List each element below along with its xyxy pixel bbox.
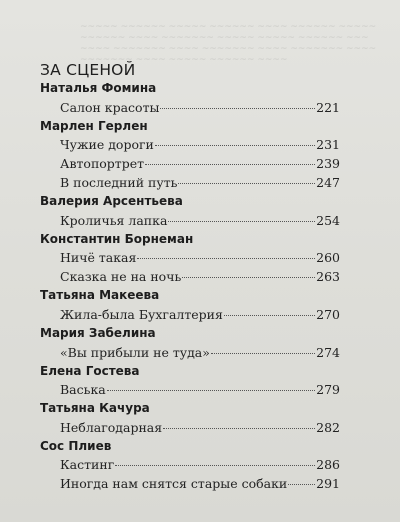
author-name: Константин Борнеман bbox=[40, 231, 194, 246]
entry-title: Кроличья лапка bbox=[60, 212, 168, 228]
dot-leader bbox=[288, 484, 315, 485]
entry-title: Кастинг bbox=[60, 457, 115, 473]
entry-title: Автопортрет bbox=[60, 156, 145, 172]
page-number: 239 bbox=[316, 156, 340, 172]
toc-entry[interactable] bbox=[40, 455, 340, 474]
toc-entry[interactable] bbox=[40, 135, 340, 154]
toc-entry[interactable] bbox=[40, 267, 340, 286]
table-of-contents bbox=[40, 79, 340, 493]
author-name: Татьяна Качура bbox=[40, 401, 150, 416]
dot-leader bbox=[211, 353, 315, 354]
page-number: 270 bbox=[316, 306, 340, 322]
page-number: 254 bbox=[316, 212, 340, 228]
dot-leader bbox=[182, 277, 315, 278]
dot-leader bbox=[115, 465, 315, 466]
section-title: ЗА СЦЕНОЙ bbox=[40, 61, 136, 79]
dot-leader bbox=[163, 428, 315, 429]
author-name: Татьяна Макеева bbox=[40, 288, 160, 303]
dot-leader bbox=[145, 164, 315, 165]
dot-leader bbox=[168, 221, 315, 222]
page-number: 231 bbox=[316, 137, 340, 153]
author-name: Марлен Герлен bbox=[40, 118, 148, 133]
dot-leader bbox=[178, 183, 315, 184]
author-name: Мария Забелина bbox=[40, 325, 156, 340]
toc-entry[interactable] bbox=[40, 343, 340, 362]
toc-entry[interactable] bbox=[40, 418, 340, 437]
entry-title: Неблагодарная bbox=[60, 419, 163, 435]
entry-title: Жила-была Бухгалтерия bbox=[60, 306, 223, 322]
page-number: 279 bbox=[316, 382, 340, 398]
dot-leader bbox=[160, 108, 315, 109]
page-number: 282 bbox=[316, 419, 340, 435]
page-number: 263 bbox=[316, 269, 340, 285]
toc-entry[interactable] bbox=[40, 248, 340, 267]
author-name: Валерия Арсентьева bbox=[40, 194, 183, 209]
page-number: 260 bbox=[316, 250, 340, 266]
entry-title: Сказка не на ночь bbox=[60, 269, 182, 285]
entry-title: Ничё такая bbox=[60, 250, 137, 266]
toc-entry[interactable] bbox=[40, 380, 340, 399]
toc-entry[interactable] bbox=[40, 305, 340, 324]
toc-entry[interactable] bbox=[40, 211, 340, 230]
dot-leader bbox=[107, 390, 315, 391]
page-number: 286 bbox=[316, 457, 340, 473]
page-number: 247 bbox=[316, 175, 340, 191]
dot-leader bbox=[137, 258, 315, 259]
toc-entry[interactable] bbox=[40, 173, 340, 192]
toc-entry[interactable] bbox=[40, 474, 340, 493]
entry-title: Салон красоты bbox=[60, 99, 160, 115]
show-through-text: ~~~~~ ~~~~~~ ~~~~~ ~~~~~~ ~~~~ ~~~~~~ ~~~~~ ~~~~~~ ~~~~ ~~~~~~~ ~~~~~ ~~~~~ ~~~~~~ ~~~ ~~~~ ~~~~~~~ ~~~~ ~~~~~~~ ~~~~ ~~~~~~~ ~~~~ ~~~~~~~ ~~~~ ~~~~~ ~~~~~~ ~~~~ bbox=[80, 22, 377, 65]
entry-title: Иногда нам снятся старые собаки bbox=[60, 476, 288, 492]
entry-title: Васька bbox=[60, 382, 106, 398]
author-name: Елена Гостева bbox=[40, 363, 140, 378]
page-number: 274 bbox=[316, 344, 340, 360]
dot-leader bbox=[224, 315, 315, 316]
toc-entry[interactable] bbox=[40, 98, 340, 117]
entry-title: Чужие дороги bbox=[60, 137, 154, 153]
author-name: Сос Плиев bbox=[40, 438, 112, 453]
toc-entry[interactable] bbox=[40, 154, 340, 173]
dot-leader bbox=[155, 145, 315, 146]
author-name: Наталья Фомина bbox=[40, 81, 157, 95]
page-number: 221 bbox=[316, 99, 340, 115]
entry-title: В последний путь bbox=[60, 175, 178, 191]
entry-title: «Вы прибыли не туда» bbox=[60, 344, 210, 360]
page-number: 291 bbox=[316, 476, 340, 492]
